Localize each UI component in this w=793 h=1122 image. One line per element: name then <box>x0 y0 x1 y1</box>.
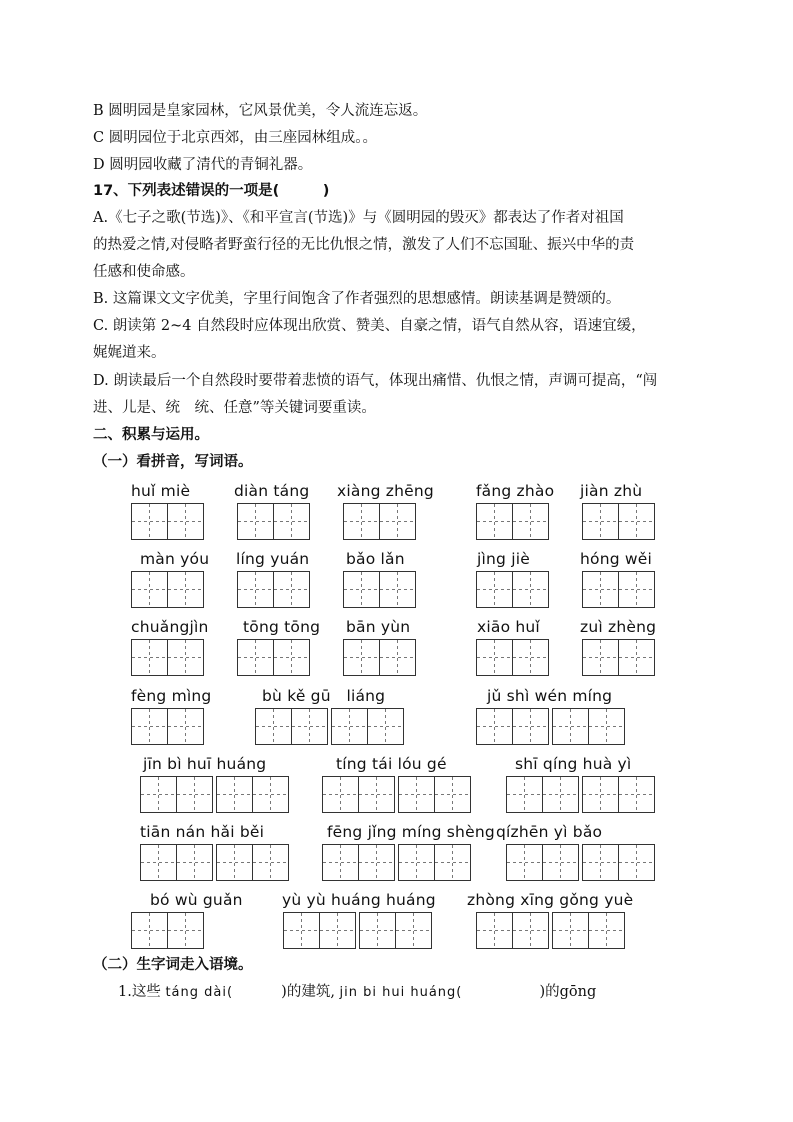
writing-cell[interactable] <box>291 708 328 745</box>
writing-cell[interactable] <box>476 503 513 540</box>
writing-grid[interactable] <box>476 503 548 541</box>
writing-cell[interactable] <box>176 776 213 813</box>
writing-grid[interactable] <box>131 571 203 609</box>
writing-cell[interactable] <box>398 844 435 881</box>
q17-option-c-line1: C. 朗读第 2~4 自然段时应体现出欣赏、赞美、自豪之情，语气自然从容，语速宜缓， <box>93 318 646 334</box>
writing-cell[interactable] <box>512 912 549 949</box>
writing-cell[interactable] <box>618 571 655 608</box>
writing-cell[interactable] <box>618 776 655 813</box>
writing-cell[interactable] <box>237 503 274 540</box>
writing-grid[interactable] <box>283 912 431 950</box>
pinyin-label: zhòng xīng gǒng yuè <box>467 891 634 909</box>
writing-grid[interactable] <box>237 639 309 677</box>
pinyin-label: hóng wěi <box>580 550 653 568</box>
writing-grid[interactable] <box>322 844 470 882</box>
writing-cell[interactable] <box>506 776 543 813</box>
sentence-text-2: )的gōng <box>466 984 597 1000</box>
writing-cell[interactable] <box>322 776 359 813</box>
writing-grid[interactable] <box>476 912 624 950</box>
writing-cell[interactable] <box>434 844 471 881</box>
writing-cell[interactable] <box>167 571 204 608</box>
pinyin-label: bó wù guǎn <box>150 891 243 909</box>
writing-cell[interactable] <box>512 571 549 608</box>
q17-option-d-line2: 进、儿是、统 统、任意”等关键词要重读。 <box>93 400 376 416</box>
writing-cell[interactable] <box>167 708 204 745</box>
writing-grid[interactable] <box>237 503 309 541</box>
writing-grid[interactable] <box>506 844 654 882</box>
writing-cell[interactable] <box>252 776 289 813</box>
q17-option-a-line1: A.《七子之歌(节选)》、《和平宣言(节选)》与《圆明园的毁灭》都表达了作者对祖国 <box>93 210 624 226</box>
writing-cell[interactable] <box>140 776 177 813</box>
writing-cell[interactable] <box>618 639 655 676</box>
writing-grid[interactable] <box>131 708 203 746</box>
writing-cell[interactable] <box>131 503 168 540</box>
writing-grid[interactable] <box>255 708 403 746</box>
writing-cell[interactable] <box>237 639 274 676</box>
writing-cell[interactable] <box>167 912 204 949</box>
option-b: B 圆明园是皇家园林，它风景优美，令人流连忘返。 <box>93 103 428 119</box>
q17-option-b: B. 这篇课文文字优美，字里行间饱含了作者强烈的思想感情。朗读基调是赞颂的。 <box>93 291 621 307</box>
writing-grid[interactable] <box>476 571 548 609</box>
writing-cell[interactable] <box>582 776 619 813</box>
writing-cell[interactable] <box>176 844 213 881</box>
writing-cell[interactable] <box>506 844 543 881</box>
writing-cell[interactable] <box>358 844 395 881</box>
writing-cell[interactable] <box>552 912 589 949</box>
pinyin-label: xiāo huǐ <box>477 618 540 636</box>
writing-cell[interactable] <box>434 776 471 813</box>
writing-cell[interactable] <box>379 571 416 608</box>
writing-cell[interactable] <box>512 708 549 745</box>
pinyin-label: jīn bì huī huáng <box>143 755 267 773</box>
writing-cell[interactable] <box>331 708 368 745</box>
writing-cell[interactable] <box>273 639 310 676</box>
writing-cell[interactable] <box>131 708 168 745</box>
writing-cell[interactable] <box>476 708 513 745</box>
pinyin-label: huǐ miè <box>131 482 191 500</box>
pinyin-label: qízhēn yì bǎo <box>496 823 603 841</box>
pinyin-label: diàn táng <box>234 482 310 500</box>
pinyin-label: jìng jiè <box>477 550 530 568</box>
pinyin-label: shī qíng huà yì <box>515 755 632 773</box>
writing-cell[interactable] <box>216 844 253 881</box>
writing-cell[interactable] <box>395 912 432 949</box>
writing-cell[interactable] <box>343 503 380 540</box>
writing-grid[interactable] <box>476 639 548 677</box>
writing-grid[interactable] <box>131 503 203 541</box>
writing-cell[interactable] <box>618 503 655 540</box>
section-2-title: 二、积累与运用。 <box>93 427 209 443</box>
pinyin-label: zuì zhèng <box>580 618 657 636</box>
writing-cell[interactable] <box>359 912 396 949</box>
writing-cell[interactable] <box>140 844 177 881</box>
writing-cell[interactable] <box>379 503 416 540</box>
q17-option-a-line3: 任感和使命感。 <box>93 264 195 280</box>
writing-grid[interactable] <box>140 776 288 814</box>
pinyin-label: fǎng zhào <box>476 482 555 500</box>
writing-cell[interactable] <box>582 844 619 881</box>
pinyin-label: chuǎngjìn <box>131 618 209 636</box>
writing-cell[interactable] <box>343 639 380 676</box>
pinyin-label: màn yóu <box>140 550 210 568</box>
writing-cell[interactable] <box>379 639 416 676</box>
subsection-1-title: （一）看拼音，写词语。 <box>93 454 253 470</box>
writing-cell[interactable] <box>588 708 625 745</box>
writing-cell[interactable] <box>216 776 253 813</box>
context-sentence-1 <box>118 980 596 1001</box>
q17-option-c-line2: 娓娓道来。 <box>93 345 166 361</box>
pinyin-label: fèng mìng <box>131 687 212 705</box>
writing-grid[interactable] <box>506 776 654 814</box>
writing-cell[interactable] <box>512 503 549 540</box>
sentence-number: 1.这些 <box>118 984 161 1000</box>
writing-cell[interactable] <box>319 912 356 949</box>
writing-grid[interactable] <box>343 503 415 541</box>
q17-option-d-line1: D. 朗读最后一个自然段时要带着悲愤的语气，体现出痛惜、仇恨之情，声调可提高，“闯 <box>93 373 658 389</box>
writing-cell[interactable] <box>131 571 168 608</box>
writing-cell[interactable] <box>582 503 619 540</box>
writing-grid[interactable] <box>140 844 288 882</box>
writing-cell[interactable] <box>255 708 292 745</box>
pinyin-label: bān yùn <box>346 618 411 636</box>
writing-cell[interactable] <box>476 912 513 949</box>
sentence-pinyin-2: jin bi hui huáng( <box>339 985 463 1000</box>
writing-cell[interactable] <box>283 912 320 949</box>
option-d: D 圆明园收藏了清代的青铜礼器。 <box>93 157 313 173</box>
writing-grid[interactable] <box>322 776 470 814</box>
writing-cell[interactable] <box>131 912 168 949</box>
writing-cell[interactable] <box>237 571 274 608</box>
writing-cell[interactable] <box>618 844 655 881</box>
pinyin-label: líng yuán <box>236 550 310 568</box>
writing-cell[interactable] <box>582 571 619 608</box>
writing-cell[interactable] <box>552 708 589 745</box>
pinyin-label: jǔ shì wén míng <box>487 687 613 705</box>
sentence-pinyin-1: táng dài( <box>165 985 234 1000</box>
pinyin-label: xiàng zhēng <box>337 482 434 500</box>
writing-cell[interactable] <box>512 639 549 676</box>
writing-cell[interactable] <box>542 844 579 881</box>
pinyin-label: fēng jǐng míng shèng <box>327 823 495 841</box>
writing-cell[interactable] <box>476 639 513 676</box>
question-17-title: 17、下列表述错误的一项是( ) <box>93 183 330 199</box>
writing-cell[interactable] <box>542 776 579 813</box>
subsection-2-title: （二）生字词走入语境。 <box>93 957 253 973</box>
writing-cell[interactable] <box>273 571 310 608</box>
writing-cell[interactable] <box>582 639 619 676</box>
pinyin-label: bù kě gū liáng <box>262 687 386 705</box>
pinyin-label: tiān nán hǎi běi <box>140 823 265 841</box>
writing-grid[interactable] <box>582 639 654 677</box>
writing-cell[interactable] <box>476 571 513 608</box>
writing-grid[interactable] <box>343 639 415 677</box>
writing-grid[interactable] <box>131 639 203 677</box>
writing-grid[interactable] <box>582 503 654 541</box>
writing-cell[interactable] <box>252 844 289 881</box>
q17-option-a-line2: 的热爱之情,对侵略者野蛮行径的无比仇恨之情，激发了人们不忘国耻、振兴中华的责 <box>93 237 635 253</box>
writing-grid[interactable] <box>343 571 415 609</box>
option-c: C 圆明园位于北京西郊，由三座园林组成。。 <box>93 130 377 146</box>
writing-grid[interactable] <box>237 571 309 609</box>
writing-grid[interactable] <box>476 708 624 746</box>
writing-cell[interactable] <box>367 708 404 745</box>
pinyin-label: bǎo lǎn <box>346 550 405 568</box>
writing-grid[interactable] <box>582 571 654 609</box>
writing-cell[interactable] <box>588 912 625 949</box>
writing-cell[interactable] <box>167 639 204 676</box>
writing-cell[interactable] <box>322 844 359 881</box>
writing-cell[interactable] <box>131 639 168 676</box>
pinyin-label: tíng tái lóu gé <box>336 755 447 773</box>
pinyin-label: jiàn zhù <box>580 482 643 500</box>
sentence-text-1: )的建筑, <box>237 984 335 1000</box>
writing-grid[interactable] <box>131 912 203 950</box>
pinyin-label: tōng tōng <box>243 618 321 636</box>
writing-cell[interactable] <box>358 776 395 813</box>
writing-cell[interactable] <box>167 503 204 540</box>
writing-cell[interactable] <box>273 503 310 540</box>
writing-cell[interactable] <box>343 571 380 608</box>
writing-cell[interactable] <box>398 776 435 813</box>
pinyin-label: yù yù huáng huáng <box>282 891 436 909</box>
